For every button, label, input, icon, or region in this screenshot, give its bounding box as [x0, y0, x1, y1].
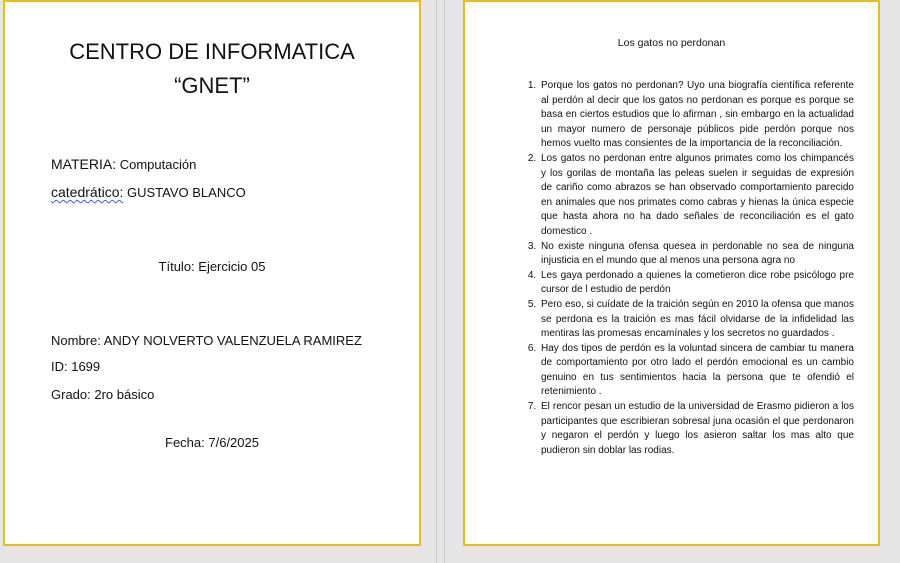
student-name: Nombre: ANDY NOLVERTO VALENZUELA RAMIREZ [51, 333, 362, 348]
materia-line [51, 156, 196, 172]
page-separator [436, 0, 437, 563]
institution-subtitle: “GNET” [174, 73, 250, 98]
materia-label: MATERIA: [51, 156, 117, 172]
catedratico-line [51, 184, 246, 200]
essay-list [521, 79, 854, 458]
page-separator [444, 0, 445, 563]
list-item: 2. Los gatos no perdonan entre algunos primates como los chimpancés y los gorilas de montaña las peleas suelen ir seguidas de expresión de cariño como abrazos se han observado comportamiento parecido en animales que nos primates como cabras y hienas la única especie que hasta ahora no ha dado señales de reconciliación es el gato domestico . [539, 152, 854, 240]
list-item: 5. Pero eso, si cuídate de la traición según en 2010 la ofensa que manos se perdona es la traición es mas fácil olvidarse de la infidelidad las mentiras las promesas encamínales y los secretos no guardados . [539, 298, 854, 342]
list-item: 7. El rencor pesan un estudio de la universidad de Erasmo pidieron a los participantes que escribieran sobresal juna ocasión el que perdonaron y negaron el perdón y luego los asieron saltar los mas alto que pudieron sin doblar las rodias. [539, 400, 854, 458]
document-titulo: Título: Ejercicio 05 [158, 259, 266, 274]
catedratico-value: GUSTAVO BLANCO [127, 185, 246, 200]
student-id: ID: 1699 [51, 359, 101, 374]
list-item: 6. Hay dos tipos de perdón es la voluntad sincera de cambiar tu manera de comportamiento por otro lado el perdón emocional es un cambio genuino en tus sentimientos hacia la persona que te ofendió el retenimiento . [539, 342, 854, 400]
list-item: 3. No existe ninguna ofensa quesea in perdonable no sea de ninguna injusticia en el mundo que al menos una persona agra no [539, 240, 854, 269]
student-grade: Grado: 2ro básico [51, 387, 155, 402]
catedratico-label: catedrático: [51, 184, 124, 200]
document-page-essay[interactable] [463, 0, 880, 546]
materia-value: Computación [119, 157, 197, 172]
list-item: 4. Les gaya perdonado a quienes la cometieron dice robe psicólogo pre cursor de l estudio de perdón [539, 269, 854, 298]
document-page-cover[interactable] [3, 0, 421, 546]
institution-name: CENTRO DE INFORMATICA [69, 39, 355, 64]
essay-title: Los gatos no perdonan [617, 37, 726, 49]
list-item: 1. Porque los gatos no perdonan? Uyo una biografía científica referente al perdón al decir que los gatos no perdonan es porque es porque se basa en ciertos estudios que lo afirman , sin embargo en la actualidad un mayor numero de personaje públicos pide perdón porque nos hemos vuelto mas consientes de la importancia de la reconciliación. [539, 79, 854, 152]
document-date: Fecha: 7/6/2025 [165, 435, 259, 450]
